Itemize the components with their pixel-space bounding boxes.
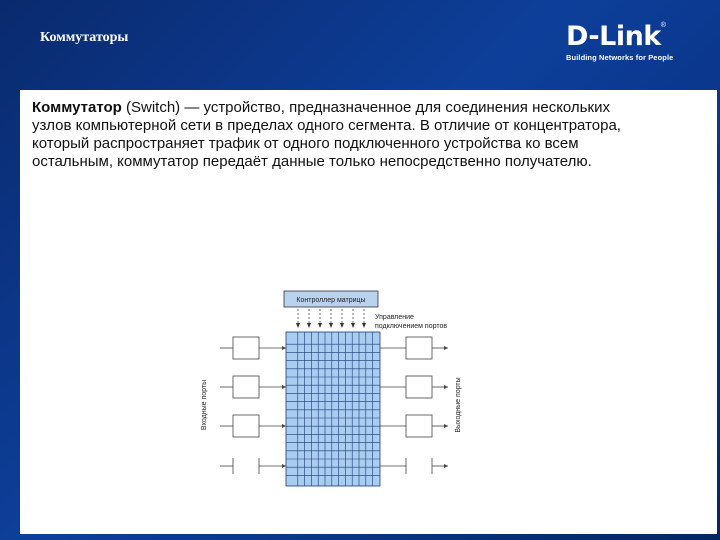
logo-registered-mark: ® (660, 22, 666, 29)
logo-wordmark: D-Link (566, 21, 661, 52)
control-arrowhead (296, 323, 300, 328)
control-arrowhead (329, 323, 333, 328)
output-ports-label: Выходные порты (455, 377, 462, 433)
output-port-box (406, 376, 432, 398)
content-panel (20, 90, 717, 534)
output-arrowhead (444, 346, 448, 350)
d-link-logo (566, 22, 688, 66)
input-ports-label: Входные порты (201, 379, 208, 431)
control-arrowhead (340, 323, 344, 328)
logo-tagline: Building Networks for People (566, 53, 674, 62)
input-arrowhead (282, 424, 286, 428)
term: Коммутатор (32, 99, 122, 116)
control-arrowhead (351, 323, 355, 328)
control-arrowhead (362, 323, 366, 328)
input-port-box (233, 337, 259, 359)
control-arrowhead (318, 323, 322, 328)
control-arrowhead (307, 323, 311, 328)
input-port-box (233, 415, 259, 437)
definition-text: (Switch) — устройство, предназначенное для соединения нескольких узлов компьютерной сети в пределах одного сегмента. В отличие от концентратора, который распространяет трафик от одного подключенного устройства ко всем остальным, коммутатор передаёт данные только непосредственно получателю. (32, 99, 621, 170)
output-arrowhead (444, 464, 448, 468)
switch-matrix-diagram (20, 90, 717, 534)
control-label-line1: Управление (375, 314, 414, 321)
control-label-line2: подключением портов (375, 323, 448, 330)
input-arrowhead (282, 385, 286, 389)
output-port-box (406, 415, 432, 437)
output-arrowhead (444, 385, 448, 389)
control-arrows (296, 309, 366, 328)
output-arrowhead (444, 424, 448, 428)
slide-title: Коммутаторы (40, 30, 129, 45)
input-arrowhead (282, 346, 286, 350)
input-port-box (233, 376, 259, 398)
input-arrowhead (282, 464, 286, 468)
output-port-box (406, 337, 432, 359)
matrix-controller-label: Контроллер матрицы (296, 297, 366, 304)
